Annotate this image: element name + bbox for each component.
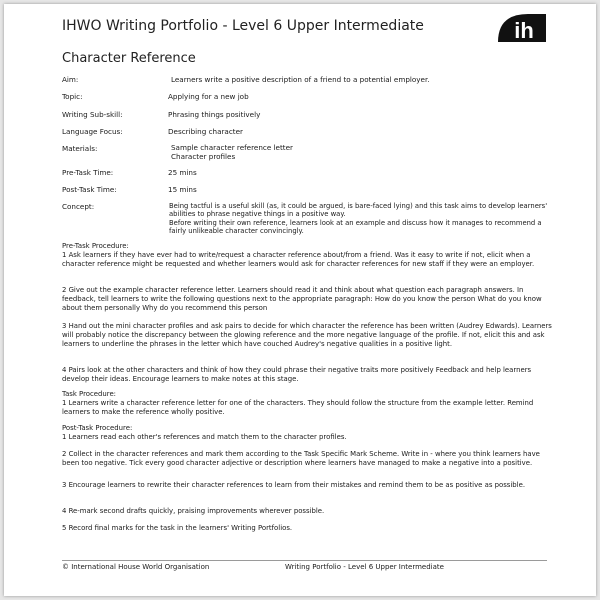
meta-label: Pre-Task Time: — [62, 168, 114, 177]
pretask-paragraph-3: 3 Hand out the mini character profiles and ask pairs to decide for which character the reference has been written (Audrey Edwards). Learners will probably notice the discrepancy between the glowing reference and the more negative language of the profile. If not, elicit this and ask learners to underline the phrases in the letter which have couched Audrey's negative qualities in a positive light. — [62, 322, 552, 348]
section-title: Character Reference — [62, 51, 196, 66]
meta-label: Post-Task Time: — [62, 185, 117, 194]
pretask-heading: Pre-Task Procedure: — [62, 242, 129, 250]
meta-value: 25 mins — [168, 168, 197, 177]
meta-value: Learners write a positive description of a friend to a potential employer. — [171, 75, 430, 84]
posttask-paragraph-4: 4 Re-mark second drafts quickly, praising improvements wherever possible. — [62, 507, 325, 515]
posttask-paragraph-5: 5 Record final marks for the task in the learners' Writing Portfolios. — [62, 524, 293, 532]
meta-label: Language Focus: — [62, 127, 123, 136]
pretask-paragraph-1: 1 Ask learners if they have ever had to write/request a character reference about/from a friend. Was it easy to write if not, elicit when a character reference might be requested and whether learners would ask for character references for new staff if they were an employer. — [62, 251, 535, 268]
meta-label: Materials: — [62, 144, 98, 153]
meta-label: Topic: — [62, 92, 83, 101]
posttask-heading: Post-Task Procedure: — [62, 424, 133, 432]
meta-value: 15 mins — [168, 185, 197, 194]
pretask-paragraph-2: 2 Give out the example character reference letter. Learners should read it and think about what question each paragraph answers. In feedback, tell learners to write the following questions next to the appropriate paragraph: How do you know the person What do you know about them personally Why do you recommend this person — [62, 286, 542, 312]
task-paragraph-1: 1 Learners write a character reference letter for one of the characters. They should follow the structure from the example letter. Remind learners to make the reference wholly positive. — [62, 399, 534, 416]
task-heading: Task Procedure: — [62, 390, 117, 398]
posttask-paragraph-1: 1 Learners read each other's references and match them to the character profiles. — [62, 433, 347, 441]
pretask-paragraph-4: 4 Pairs look at the other characters and think of how they could phrase their negative traits more positively Feedback and help learners develop their ideas. Encourage learners to make notes at this stage. — [62, 366, 532, 383]
meta-label: Aim: — [62, 75, 79, 84]
meta-value: Sample character reference letter Character profiles — [171, 143, 293, 161]
meta-value: Applying for a new job — [168, 92, 249, 101]
footer-copyright: © International House World Organisation — [62, 563, 210, 571]
meta-label: Concept: — [62, 202, 95, 211]
meta-value: Describing character — [168, 127, 243, 136]
meta-value: Being tactful is a useful skill (as, it could be argued, is bare-faced lying) and this task aims to develop learners' abilities to phrase negative things in a positive way. Before writing their own reference, learners look at an example and discuss how it manages to recommend a fairly unlikeable character convincingly. — [169, 202, 548, 235]
footer-divider — [62, 560, 547, 561]
footer-portfolio: Writing Portfolio - Level 6 Upper Intermediate — [285, 563, 444, 571]
logo-text: ih — [514, 18, 534, 43]
document-page — [4, 4, 596, 596]
ih-logo — [496, 12, 548, 44]
posttask-paragraph-2: 2 Collect in the character references and mark them according to the Task Specific Mark Scheme. Write in - where you think learners have been too negative. Tick every good character adjective or description where learners have managed to make a negative into a positive. — [62, 450, 540, 467]
posttask-paragraph-3: 3 Encourage learners to rewrite their character references to learn from their mistakes and remind them to be as positive as possible. — [62, 481, 526, 489]
page-title: IHWO Writing Portfolio - Level 6 Upper Intermediate — [62, 18, 424, 34]
meta-value: Phrasing things positively — [168, 110, 261, 119]
meta-label: Writing Sub-skill: — [62, 110, 123, 119]
